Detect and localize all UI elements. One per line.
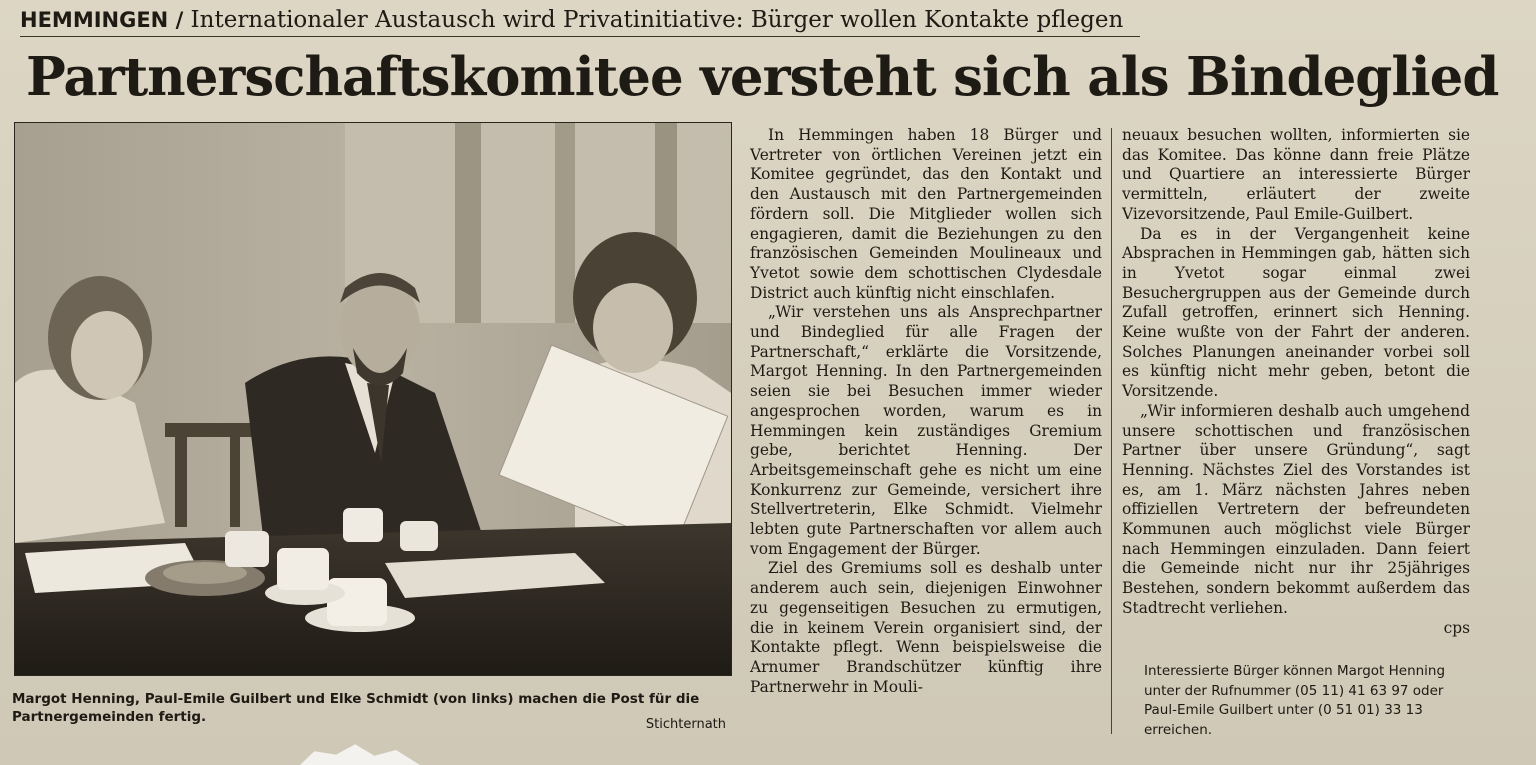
article-paragraph: „Wir verstehen uns als Ansprechpartner und Bindeglied für alle Fragen der Partnerschaft,“ erklärte die Vorsitzende, Margot Henning. In den Partnergemeinden seien sie bei Besuchen immer wieder angesprochen worden, warum es in Hemmingen kein zuständiges Gremium gebe, berichtet Henning. Der Arbeitsgemeinschaft gehe es nicht um eine Konkurrenz zur Gemeinde, versichert ihre Stellvertreterin, Elke Schmidt. Vielmehr lebten gute Partnerschaften vor allem auch vom Engagement der Bürger. bbox=[750, 303, 1102, 558]
article-paragraph: Da es in der Vergangenheit keine Absprachen in Hemmingen gab, hätten sich in Yvetot sogar einmal zwei Besuchergruppen aus der Gemeinde durch Zufall getroffen, erinnert sich Henning. Keine wußte von der Fahrt der anderen. Solches Planungen aneinander vorbei soll es künftig nicht mehr geben, betont die Vorsitzende. bbox=[1122, 224, 1470, 401]
article-paragraph: neuaux besuchen wollten, informierten sie das Komitee. Das könne dann freie Plätze und Quartiere an interessierte Bürger vermitteln, erläutert der zweite Vizevorsitzende, Paul Emile-Guilbert. bbox=[1122, 126, 1470, 223]
press-photo-image bbox=[15, 123, 731, 675]
article-paragraph: Ziel des Gremiums soll es deshalb unter anderem auch sein, diejenigen Einwohner zu gegenseitigen Besuchen zu ermutigen, die in keinem Verein organisiert sind, der Kontakte pflegt. Wenn beispielsweise die Arnumer Brandschützer künftig ihre Partnerwehr in Mouli- bbox=[750, 559, 1102, 696]
author-signoff: cps bbox=[1443, 618, 1470, 637]
article-paragraph: In Hemmingen haben 18 Bürger und Vertreter von örtlichen Vereinen jetzt ein Komitee gegründet, das den Kontakt und den Austausch mit den Partnergemeinden fördern soll. Die Mitglieder wollen sich engagieren, damit die Beziehungen zu den französischen Gemeinden Moulineaux und Yvetot sowie dem schottischen Clydesdale District auch künftig nicht einschlafen. bbox=[750, 126, 1102, 302]
press-photo bbox=[14, 122, 732, 676]
article-column-1 bbox=[750, 126, 1102, 697]
photo-caption: Margot Henning, Paul-Emile Guilbert und Elke Schmidt (von links) machen die Post für die Partnergemeinden fertig. bbox=[12, 691, 700, 725]
headline: Partnerschaftskomitee versteht sich als Bindeglied bbox=[26, 46, 1499, 108]
info-box: Interessierte Bürger können Margot Henning unter der Rufnummer (05 11) 41 63 97 oder Paul-Emile Guilbert unter (0 51 01) 33 13 erreichen. bbox=[1144, 663, 1446, 738]
paper-tear bbox=[300, 742, 420, 765]
kicker-text: Internationaler Austausch wird Privatinitiative: Bürger wollen Kontakte pflegen bbox=[183, 7, 1124, 33]
article-column-2 bbox=[1122, 126, 1470, 638]
column-divider bbox=[1111, 128, 1112, 734]
photo-credit: Stichternath bbox=[645, 717, 726, 732]
article-paragraph: „Wir informieren deshalb auch umgehend unsere schottischen und französischen Partner über unsere Gründung“, sagt Henning. Nächstes Ziel des Vorstandes ist es, am 1. März nächsten Jahres neben offiziellen Vertretern der befreundeten Kommunen auch möglichst viele Bürger nach Hemmingen einzuladen. Dann feiert die Gemeinde nicht nur ihr 25jähriges Bestehen, sondern bekommt außerdem das Stadtrecht verliehen. bbox=[1122, 401, 1470, 617]
kicker-location: HEMMINGEN / bbox=[20, 8, 184, 32]
kicker-line bbox=[20, 4, 1140, 37]
